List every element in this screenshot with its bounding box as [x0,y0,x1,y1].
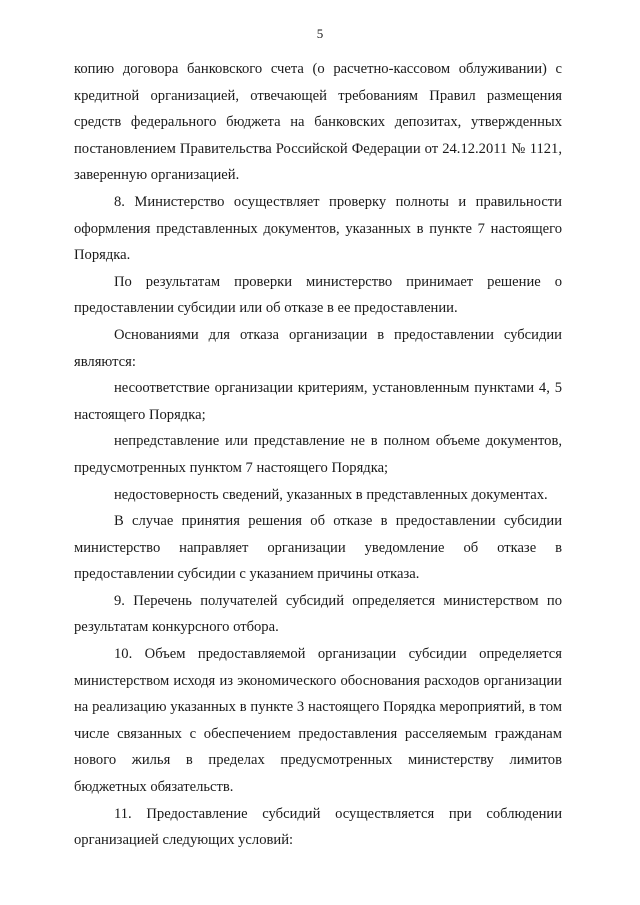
paragraph-item-8: 8. Министерство осуществляет проверку полноты и правильности оформления представленных документов, указанных в пункте 7 настоящего Порядка. [74,193,562,264]
paragraph-ground-unreliable: недостоверность сведений, указанных в представленных документах. [114,486,548,503]
document-body [74,56,562,854]
paragraph-ground-documents: непредставление или представление не в полном объеме документов, предусмотренных пунктом 7 настоящего Порядка; [74,433,562,476]
paragraph-item-9: 9. Перечень получателей субсидий определяется министерством по результатам конкурсного отбора. [74,592,562,636]
paragraph-item-11: 11. Предоставление субсидий осуществляется при соблюдении организацией следующих условий: [74,805,562,849]
paragraph-item-10: 10. Объем предоставляемой организации субсидии определяется министерством исходя из экономического обоснования расходов организации на реализацию указанных в пункте 3 настоящего Порядка мероприятий, в том числе связанных с обеспечением предоставления расселяемым гражданам нового жилья в пределах предусмотренных министерству лимитов бюджетных обязательств. [74,646,562,796]
paragraph-refusal-grounds: Основаниями для отказа организации в предоставлении субсидии являются: [74,326,562,370]
paragraph-check-results: По результатам проверки министерство принимает решение о предоставлении субсидии или об отказе в ее предоставлении. [74,273,562,317]
page-number: 5 [316,26,324,41]
paragraph-contract-copy: копию договора банковского счета (о расчетно-кассовом облуживании) с кредитной организацией, отвечающей требованиям Правил размещения средств федерального бюджета на банковских депозитах, утвержденных постановлением Правительства Российской Федерации от 24.12.2011 № 1121, заверенную организацией. [74,61,562,184]
paragraph-refusal-notice: В случае принятия решения об отказе в предоставлении субсидии министерство направляет организации уведомление об отказе в предоставлении субсидии с указанием причины отказа. [74,513,562,583]
paragraph-ground-criteria: несоответствие организации критериям, установленным пунктами 4, 5 настоящего Порядка; [74,380,562,423]
